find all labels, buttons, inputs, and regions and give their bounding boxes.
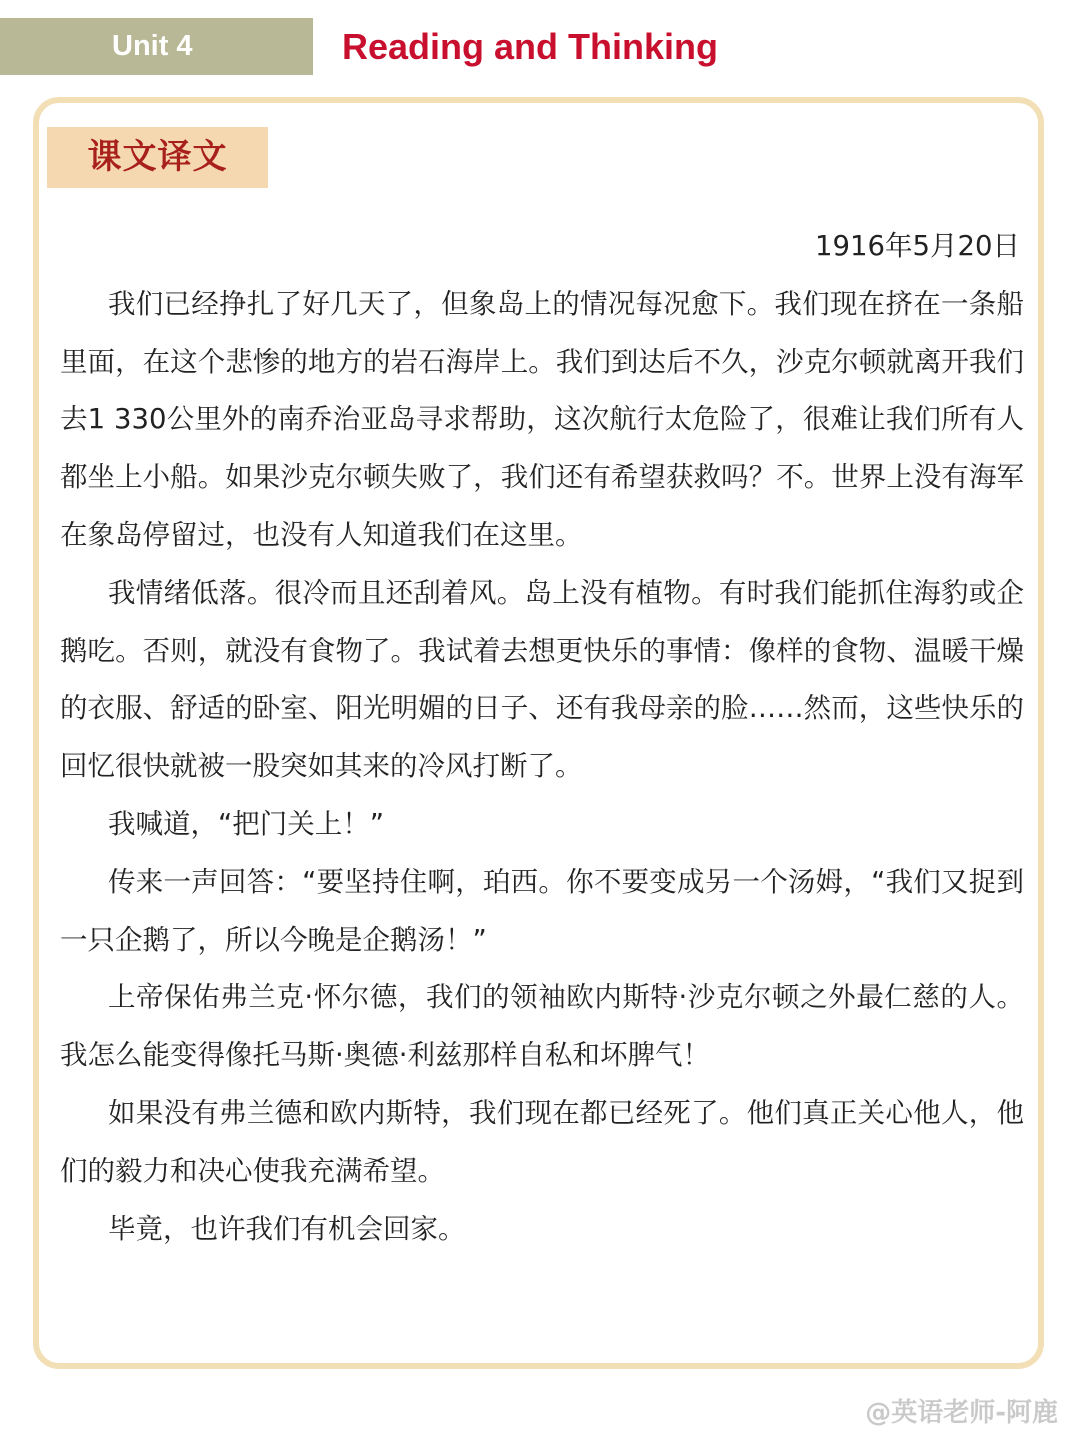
paragraph-4: 传来一声回答：“要坚持住啊，珀西。你不要变成另一个汤姆，“我们又捉到一只企鹅了，所以今晚是企鹅汤！”	[60, 865, 1024, 956]
paragraph-7: 毕竟，也许我们有机会回家。	[108, 1212, 466, 1245]
diary-date: 1916年5月20日	[815, 230, 1020, 262]
section-label: 课文译文	[47, 127, 268, 188]
paragraph-6: 如果没有弗兰德和欧内斯特，我们现在都已经死了。他们真正关心他人，他们的毅力和决心使我充满希望。	[60, 1096, 1024, 1187]
unit-badge: Unit 4	[0, 18, 313, 75]
lesson-title: Reading and Thinking	[342, 26, 718, 67]
article-body	[60, 218, 1024, 1258]
paragraph-2: 我情绪低落。很冷而且还刮着风。岛上没有植物。有时我们能抓住海豹或企鹅吃。否则，就没有食物了。我试着去想更快乐的事情：像样的食物、温暖干燥的衣服、舒适的卧室、阳光明媚的日子、还有我母亲的脸……然而，这些快乐的回忆很快就被一股突如其来的冷风打断了。	[60, 576, 1024, 783]
author-watermark: @英语老师-阿鹿	[865, 1398, 1058, 1428]
paragraph-5: 上帝保佑弗兰克·怀尔德，我们的领袖欧内斯特·沙克尔顿之外最仁慈的人。我怎么能变得像托马斯·奥德·利兹那样自私和坏脾气！	[60, 981, 1024, 1072]
paragraph-3: 我喊道，“把门关上！”	[108, 807, 384, 840]
paragraph-1: 我们已经挣扎了好几天了，但象岛上的情况每况愈下。我们现在挤在一条船里面，在这个悲惨的地方的岩石海岸上。我们到达后不久，沙克尔顿就离开我们去1 330公里外的南乔治亚岛寻求帮助，这次航行太危险了，很难让我们所有人都坐上小船。如果沙克尔顿失败了，我们还有希望获救吗？不。世界上没有海军在象岛停留过，也没有人知道我们在这里。	[60, 287, 1024, 551]
